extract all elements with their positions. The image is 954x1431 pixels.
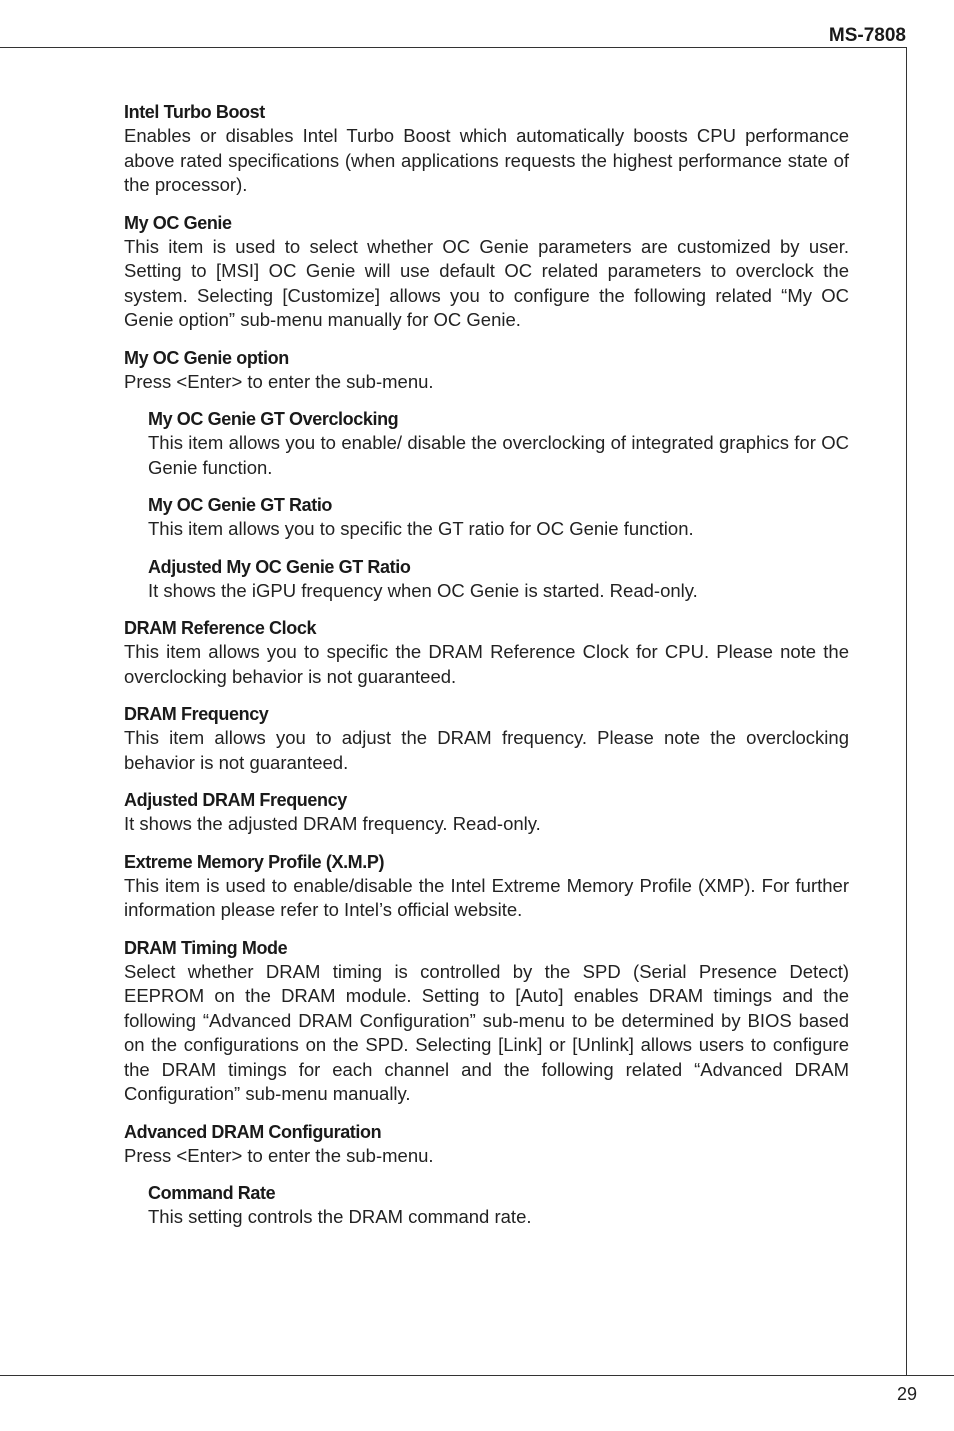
section-title: Advanced DRAM Configuration	[124, 1121, 382, 1142]
section-title: Command Rate	[148, 1183, 276, 1203]
section-text: It shows the adjusted DRAM frequency. Read-only.	[124, 813, 541, 834]
section-text: It shows the iGPU frequency when OC Genie is started. Read-only.	[148, 579, 698, 601]
section-text: Enables or disables Intel Turbo Boost which automatically boosts CPU performance above rated specifications (when applications requests the highest performance state of the processor).	[124, 125, 849, 195]
page-content	[124, 100, 849, 1243]
section-gt-ratio	[148, 493, 849, 542]
section-title: Extreme Memory Profile (X.M.P)	[124, 851, 385, 872]
section-dram-reference-clock	[124, 616, 849, 689]
section-text: This item is used to enable/disable the Intel Extreme Memory Profile (XMP). For further information please refer to Intel’s official website.	[124, 874, 849, 920]
section-text: This setting controls the DRAM command rate.	[148, 1206, 532, 1227]
side-rule	[906, 47, 907, 1376]
section-title: Adjusted DRAM Frequency	[124, 790, 347, 810]
section-title: My OC Genie option	[124, 347, 289, 368]
section-text: This item allows you to enable/ disable the overclocking of integrated graphics for OC Genie function.	[148, 432, 849, 478]
section-title: DRAM Frequency	[124, 704, 269, 724]
section-text: This item allows you to specific the GT ratio for OC Genie function.	[148, 518, 694, 539]
section-title: DRAM Reference Clock	[124, 618, 317, 638]
section-dram-frequency	[124, 702, 849, 775]
section-text: This item allows you to adjust the DRAM frequency. Please note the overclocking behavior is not guaranteed.	[124, 727, 849, 773]
section-advanced-dram-configuration	[124, 1120, 849, 1169]
section-dram-timing-mode	[124, 936, 849, 1107]
section-command-rate	[148, 1181, 849, 1230]
section-xmp	[124, 850, 849, 923]
section-title: Intel Turbo Boost	[124, 102, 265, 122]
header-rule	[0, 47, 907, 48]
section-text: Press <Enter> to enter the sub-menu.	[124, 1144, 434, 1166]
page-number: 29	[896, 1384, 917, 1404]
section-title: My OC Genie GT Ratio	[148, 495, 333, 515]
section-title: Adjusted My OC Genie GT Ratio	[148, 556, 411, 577]
section-text: Select whether DRAM timing is controlled by the SPD (Serial Presence Detect) EEPROM on the DRAM module. Setting to [Auto] enables DRAM timings and the following “Advanced DRAM Configuration” sub-menu to be determined by BIOS based on the configurations on the SPD. Selecting [Link] or [Unlink] allows users to configure the DRAM timings for each channel and the following related “Advanced DRAM Configuration” sub-menu manually.	[124, 960, 849, 1104]
section-text: Press <Enter> to enter the sub-menu.	[124, 370, 434, 392]
section-text: This item is used to select whether OC Genie parameters are customized by user. Setting to [MSI] OC Genie will use default OC related parameters to overclock the system. Selecting [Customize] allows you to configure the following related “My OC Genie option” sub-menu manually for OC Genie.	[124, 235, 849, 330]
section-my-oc-genie-option	[124, 346, 849, 395]
section-title: My OC Genie	[124, 212, 232, 233]
section-adjusted-gt-ratio	[148, 555, 849, 604]
section-my-oc-genie	[124, 211, 849, 333]
section-gt-overclocking	[148, 407, 849, 480]
section-intel-turbo-boost	[124, 100, 849, 198]
section-title: DRAM Timing Mode	[124, 937, 288, 958]
section-text: This item allows you to specific the DRAM Reference Clock for CPU. Please note the overclocking behavior is not guaranteed.	[124, 641, 849, 687]
footer-rule	[0, 1375, 954, 1376]
section-title: My OC Genie GT Overclocking	[148, 409, 399, 429]
model-number: MS-7808	[828, 25, 906, 46]
section-adjusted-dram-frequency	[124, 788, 849, 837]
